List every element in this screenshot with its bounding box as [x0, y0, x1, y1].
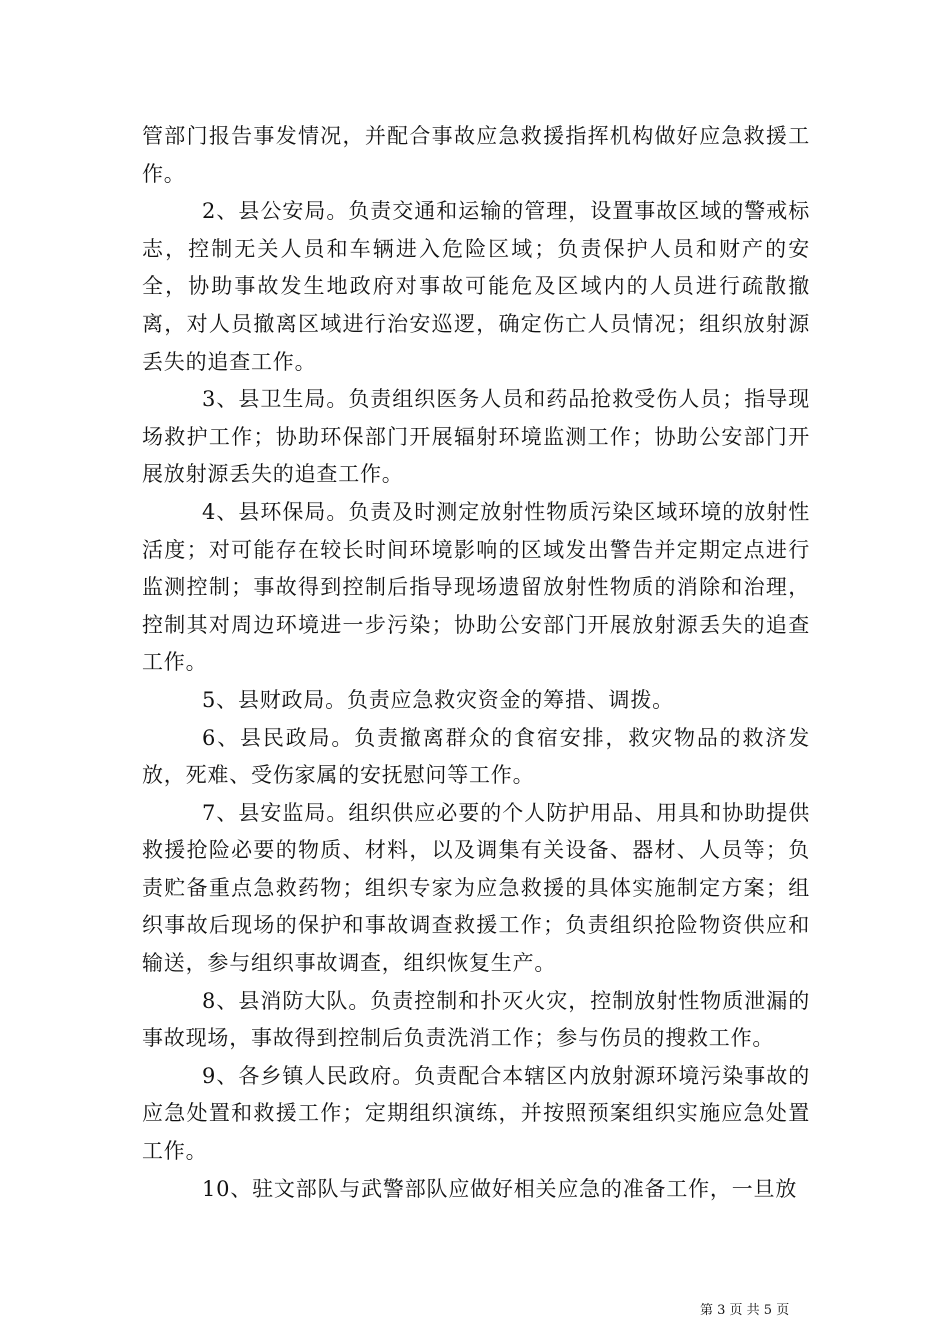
- paragraph: 7、县安监局。组织供应必要的个人防护用品、用具和协助提供救援抢险必要的物质、材料，以及调集有关设备、器材、人员等；负责贮备重点急救药物；组织专家为应急救援的具体实施制定方案；组织事故后现场的保护和事故调查救援工作；负责组织抢险物资供应和输送，参与组织事故调查，组织恢复生产。: [142, 800, 810, 976]
- paragraph: 2、县公安局。负责交通和运输的管理，设置事故区域的警戒标志，控制无关人员和车辆进入危险区域；负责保护人员和财产的安全，协助事故发生地政府对事故可能危及区域内的人员进行疏散撤离，对人员撤离区域进行治安巡逻，确定伤亡人员情况；组织放射源丢失的追查工作。: [142, 199, 810, 374]
- paragraph: 8、县消防大队。负责控制和扑灭火灾，控制放射性物质泄漏的事故现场，事故得到控制后负责洗消工作；参与伤员的搜救工作。: [142, 988, 810, 1051]
- paragraph: 6、县民政局。负责撤离群众的食宿安排，救灾物品的救济发放，死难、受伤家属的安抚慰问等工作。: [142, 725, 810, 788]
- paragraph: 5、县财政局。负责应急救灾资金的筹措、调拨。: [202, 687, 674, 712]
- paragraph: 10、驻文部队与武警部队应做好相关应急的准备工作，一旦放: [202, 1176, 798, 1201]
- paragraph: 4、县环保局。负责及时测定放射性物质污染区域环境的放射性活度；对可能存在较长时间环境影响的区域发出警告并定期定点进行监测控制；事故得到控制后指导现场遗留放射性物质的消除和治理，控制其对周边环境进一步污染；协助公安部门开展放射源丢失的追查工作。: [142, 499, 810, 675]
- page-number-footer: 第 3 页 共 5 页: [700, 1303, 790, 1318]
- paragraph: 9、各乡镇人民政府。负责配合本辖区内放射源环境污染事故的应急处置和救援工作；定期组织演练，并按照预案组织实施应急处置工作。: [142, 1063, 810, 1164]
- document-body: [142, 118, 810, 1208]
- paragraph: 管部门报告事发情况，并配合事故应急救援指挥机构做好应急救援工作。: [142, 124, 810, 186]
- paragraph: 3、县卫生局。负责组织医务人员和药品抢救受伤人员；指导现场救护工作；协助环保部门开展辐射环境监测工作；协助公安部门开展放射源丢失的追查工作。: [142, 387, 810, 487]
